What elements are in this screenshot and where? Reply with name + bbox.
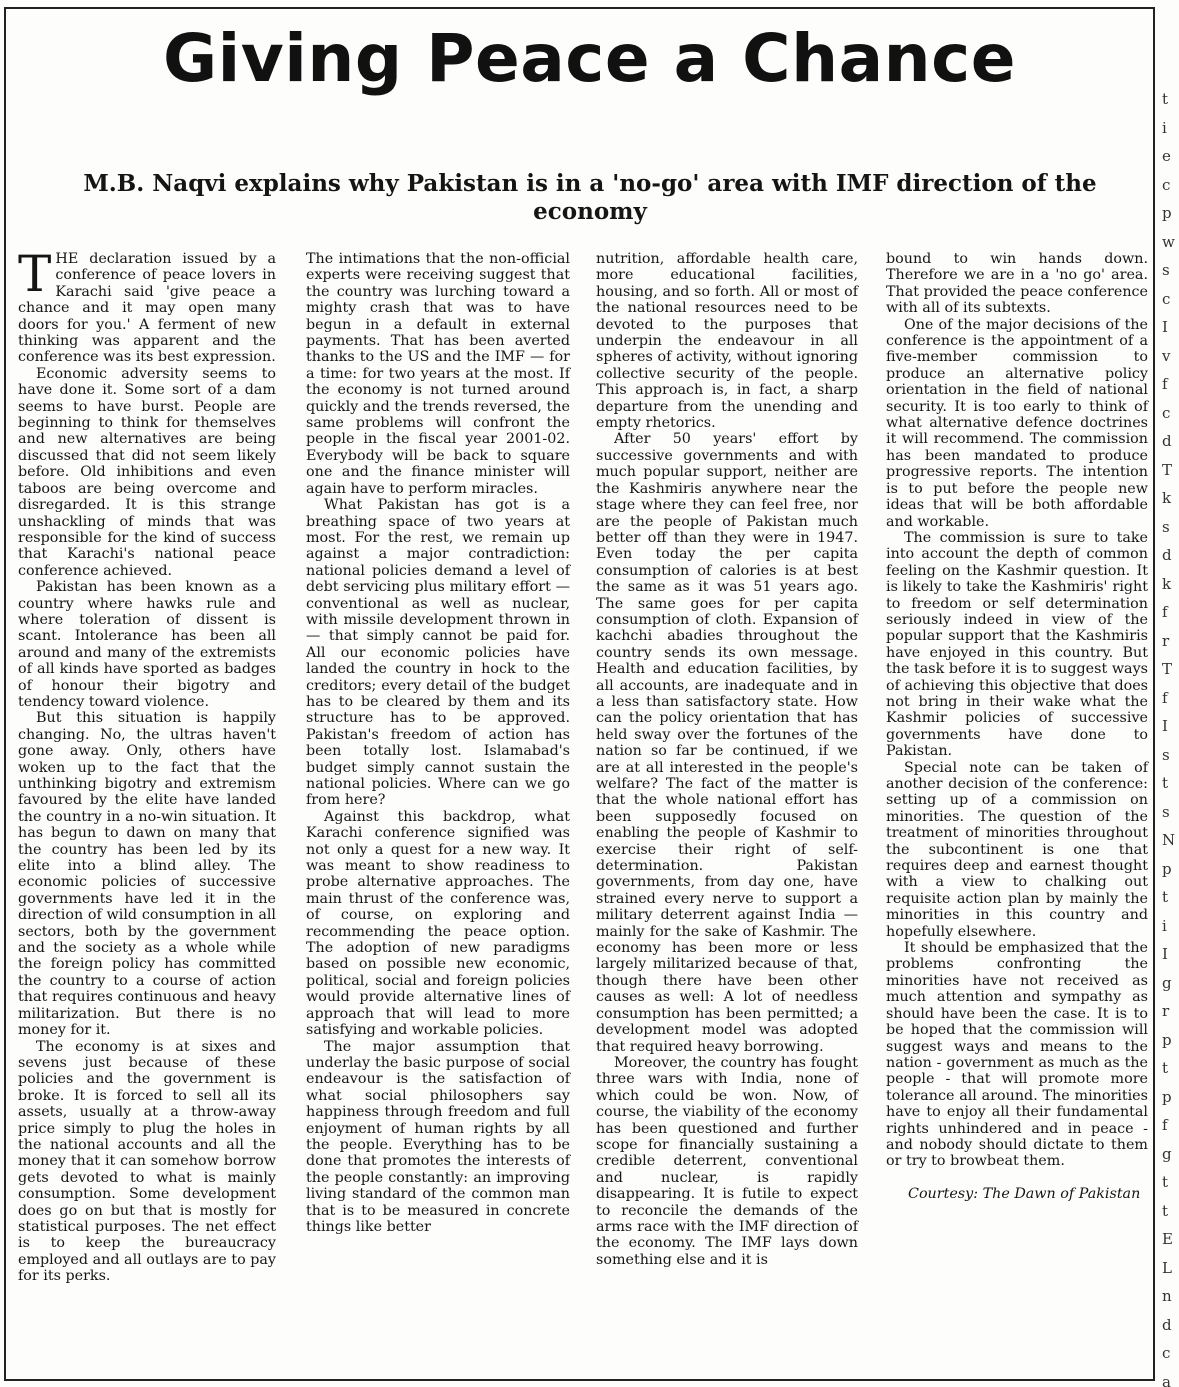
edge-letter: E (1162, 1230, 1173, 1248)
edge-letter: r (1162, 1002, 1170, 1020)
paragraph: Special note can be taken of another decision of the conference: setting up of a commission on minorities. The question of the treatment of minorities throughout the subcontinent is one that requires deep and earnest thought with a view to chalking out requisite action plan by mainly the minorities in this country and hopefully elsewhere. (886, 759, 1148, 940)
edge-letter: p (1162, 860, 1172, 878)
edge-letter: f (1162, 603, 1168, 621)
edge-letter: c (1162, 1344, 1171, 1362)
article-column-2 (306, 251, 570, 1235)
paragraph: The commission is sure to take into account the depth of common feeling on the Kashmir question. It is likely to take the Kashmiris' right to freedom or self determination seriously indeed in view of the popular support that the Kashmiris have enjoyed in this country. But the task before it is to suggest ways of achieving this objective that does not bring in their wake what the Kashmir policies of successive governments have done to Pakistan. (886, 529, 1148, 760)
edge-letter: I (1162, 945, 1168, 963)
paragraph: The major assumption that underlay the basic purpose of social endeavour is the satisfaction of what social philosophers say happiness through freedom and full enjoyment of human rights by all the people. Everything has to be done that promotes the interests of the people constantly: an improving living standard of the common man that is to be measured in concrete things like better (306, 1038, 570, 1235)
paragraph: Pakistan has been known as a country where hawks rule and where toleration of dissent is scant. Intolerance has been all around and many of the extremists of all kinds have sported as badges of honour their bigotry and tendency toward violence. (18, 579, 276, 710)
edge-letter: N (1162, 831, 1176, 849)
edge-letter: a (1162, 1373, 1171, 1387)
edge-letter: f (1162, 1116, 1168, 1134)
edge-letter: I (1162, 318, 1168, 336)
edge-letter: i (1162, 119, 1167, 137)
adjacent-page-edge (1158, 0, 1179, 1387)
courtesy-credit: Courtesy: The Dawn of Pakistan (908, 1185, 1141, 1202)
edge-letter: c (1162, 404, 1171, 422)
edge-letter: f (1162, 375, 1168, 393)
paragraph-text: HE declaration issued by a conference of peace lovers in Karachi said 'give peace a chance and it may open many doors for you.' A ferment of new thinking was apparent and the conference was its best expression. (18, 251, 276, 366)
edge-letter: p (1162, 204, 1172, 222)
edge-letter: s (1162, 803, 1170, 821)
edge-letter: n (1162, 1287, 1172, 1305)
edge-letter: s (1162, 746, 1170, 764)
paragraph: bound to win hands down. Therefore we are in a 'no go' area. That provided the peace conference with all of its subtexts. (886, 251, 1148, 317)
edge-letter: w (1162, 233, 1175, 251)
edge-letter: T (1162, 461, 1173, 479)
paragraph: Economic adversity seems to have done it. Some sort of a dam seems to have burst. People are beginning to think for themselves and new alternatives are being discussed that did not seem likely before. Old inhibitions and even taboos are being overcome and disregarded. It is this strange unshackling of minds that was responsible for the kind of success that Karachi's national peace conference achieved. (18, 365, 276, 579)
edge-letter: k (1162, 489, 1172, 507)
edge-letter: T (1162, 660, 1173, 678)
edge-letter: L (1162, 1259, 1172, 1277)
article-column-4 (886, 251, 1148, 1202)
edge-letter: i (1162, 917, 1167, 935)
paragraph: nutrition, affordable health care, more educational facilities, housing, and so forth. All or most of the national resources need to be devoted to the purposes that underpin the endeavour in all spheres of activity, without ignoring collective security of the people. This approach is, in fact, a sharp departure from the unending and empty rhetorics. (596, 251, 858, 432)
edge-letter: I (1162, 717, 1168, 735)
paragraph: But this situation is happily changing. No, the ultras haven't gone away. Only, others have woken up to the fact that the unthinking bigotry and extremism favoured by the elite have landed the country in a no-win situation. It has begun to dawn on many that the country has been led by its elite into a blind alley. The economic policies of successive governments have led it in the direction of wild consumption in all sectors, both by the government and the society as a whole while the foreign policy has committed the country to a course of action that requires continuous and heavy militarization. But there is no money for it. (18, 710, 276, 1039)
edge-letter: p (1162, 1088, 1172, 1106)
edge-letter: t (1162, 90, 1169, 108)
edge-letter: c (1162, 176, 1171, 194)
edge-letter: t (1162, 1059, 1169, 1077)
paragraph: After 50 years' effort by successive governments and with much popular support, neither are the Kashmiris anywhere near the stage where they can feel free, nor are the people of Pakistan much better off than they were in 1947. Even today the per capita consumption of calories is at best the same as it was 51 years ago. The same goes for per capita consumption of cloth. Expansion of kachchi abadies throughout the country sends its own message. Health and education facilities, by all accounts, are inadequate and in a less than satisfactory state. How can the policy orientation that has held sway over the fortunes of the nation so far be continued, if we are at all interested in the people's welfare? The fact of the matter is that the whole national effort has been supposedly focused on enabling the people of Kashmir to exercise their right of self-determination. Pakistan governments, from day one, have strained every nerve to support a military deterrent against India — mainly for the sake of Kashmir. The economy has been more or less largely militarized because of that, though there have been other causes as well: A lot of needless consumption has been permitted; a development model was adopted that required heavy borrowing. (596, 431, 858, 1055)
edge-letter: g (1162, 974, 1172, 992)
paragraph: What Pakistan has got is a breathing space of two years at most. For the rest, we remain up against a major contradiction: national policies demand a level of debt servicing plus military effort — conventional as well as nuclear, with missile development thrown in — that simply cannot be paid for. All our economic policies have landed the country in hock to the creditors; every detail of the budget has to be cleared by them and its structure has to be approved. Pakistan's freedom of action has been totally lost. Islamabad's budget simply cannot sustain the national policies. Where can we go from here? (306, 497, 570, 809)
deck-subheadline: M.B. Naqvi explains why Pakistan is in a 'no-go' area with IMF direction of the economy (83, 170, 1097, 225)
edge-letter: t (1162, 774, 1169, 792)
paragraph: The intimations that the non-official experts were receiving suggest that the country was lurching toward a mighty crash that was to have begun in a default in external payments. That has been averted thanks to the US and the IMF — for a time: for two years at the most. If the economy is not turned around quickly and the trends reversed, the same problems will confront the people in the fiscal year 2001-02. Everybody will be back to square one and the finance minister will again have to perform miracles. (306, 251, 570, 497)
edge-letter: d (1162, 546, 1172, 564)
edge-letter: k (1162, 575, 1172, 593)
edge-letter: v (1162, 347, 1171, 365)
headline: Giving Peace a Chance (162, 20, 1017, 97)
paragraph: The economy is at sixes and sevens just because of these policies and the government is broke. It is forced to sell all its assets, usually at a throw-away price simply to plug the holes in the national accounts and all the money that it can somehow borrow gets devoted to what is mainly consumption. Some development does go on but that is mostly for statistical purposes. The net effect is to keep the bureaucracy employed and all outlays are to pay for its perks. (18, 1038, 276, 1285)
edge-letter: t (1162, 1202, 1169, 1220)
drop-cap: T (18, 245, 52, 303)
article-column-1 (18, 245, 276, 1285)
paragraph (18, 245, 276, 366)
paragraph: It should be emphasized that the problems confronting the minorities have not received as much attention and sympathy as should have been the case. It is to be hoped that the commission will suggest ways and means to the nation - government as much as the people - that will promote more tolerance all around. The minorities have to enjoy all their fundamental rights unhindered and in peace - and nobody should dictate to them or try to browbeat them. (886, 940, 1148, 1170)
paragraph: Against this backdrop, what Karachi conference signified was not only a quest for a new way. It was meant to show readiness to probe alternative approaches. The main thrust of the conference was, of course, on exploring and recommending the peace option. The adoption of new paradigms based on possible new economic, political, social and foreign policies would provide alternative lines of approach that will lead to more satisfying and workable policies. (306, 808, 570, 1039)
edge-letter: t (1162, 888, 1169, 906)
article-column-3 (596, 251, 858, 1268)
edge-letter: s (1162, 518, 1170, 536)
edge-letter: f (1162, 689, 1168, 707)
edge-letter: e (1162, 147, 1171, 165)
edge-letter: d (1162, 1316, 1172, 1334)
edge-letter: d (1162, 432, 1172, 450)
edge-letter: p (1162, 1031, 1172, 1049)
edge-letter: s (1162, 261, 1170, 279)
edge-letter: t (1162, 1173, 1169, 1191)
paragraph: Moreover, the country has fought three wars with India, none of which could be won. Now, of course, the viability of the economy has been questioned and further scope for financially sustaining a credible deterrent, conventional and nuclear, is rapidly disappearing. It is futile to expect to reconcile the demands of the arms race with the IMF direction of the economy. The IMF lays down something else and it is (596, 1054, 858, 1268)
edge-letter: g (1162, 1145, 1172, 1163)
edge-letter: c (1162, 290, 1171, 308)
paragraph: One of the major decisions of the conference is the appointment of a five-member commission to produce an alternative policy orientation in the field of national security. It is too early to think of what alternative defence doctrines it will recommend. The commission has been mandated to produce progressive reports. The intention is to put before the people new ideas that will be both affordable and workable. (886, 316, 1148, 530)
edge-letter: r (1162, 632, 1170, 650)
